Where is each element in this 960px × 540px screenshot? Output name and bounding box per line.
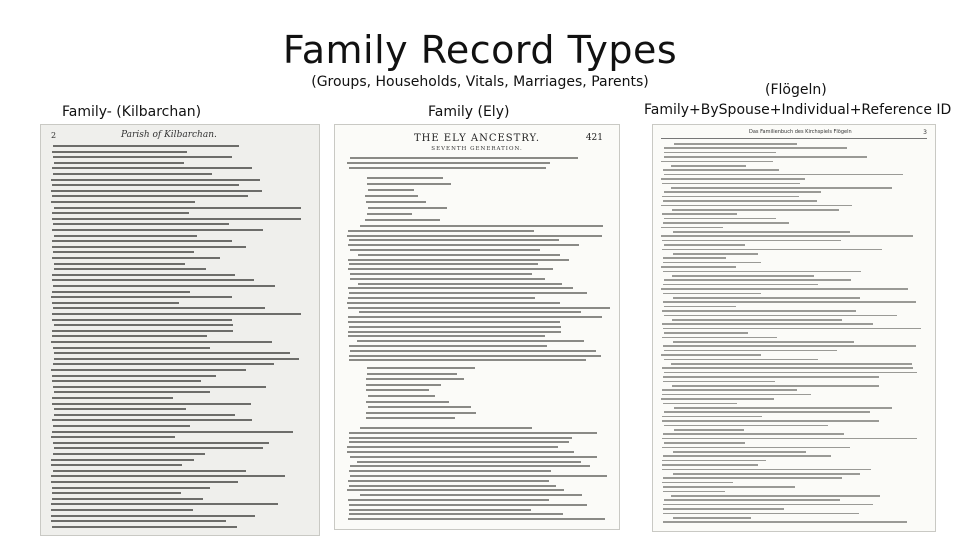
text-line <box>357 461 581 463</box>
text-line <box>662 240 841 242</box>
text-line <box>672 319 841 321</box>
text-line <box>52 257 219 259</box>
ely-generation-heading: SEVENTH GENERATION. <box>431 146 523 152</box>
text-line <box>671 187 892 189</box>
text-line <box>53 442 268 444</box>
panel-label-ely: Family (Ely) <box>428 104 510 120</box>
text-line <box>349 485 556 487</box>
text-line <box>664 218 776 220</box>
text-line <box>662 416 763 418</box>
text-line <box>664 244 745 246</box>
text-line <box>52 291 190 293</box>
text-line <box>663 477 843 479</box>
text-line <box>53 307 265 309</box>
text-line <box>348 268 553 270</box>
text-line <box>53 363 274 365</box>
kilbarchan-page-header: Parish of Kilbarchan. <box>121 130 217 140</box>
text-line <box>52 151 188 153</box>
text-line <box>347 235 601 237</box>
text-line <box>350 157 579 159</box>
ely-record-image <box>334 124 620 530</box>
text-line <box>347 489 564 491</box>
text-line <box>51 503 278 505</box>
text-line <box>662 420 879 422</box>
text-line <box>368 395 435 397</box>
text-line <box>359 311 581 313</box>
slide-title: Family Record Types <box>282 28 678 72</box>
text-line <box>52 167 252 169</box>
text-line <box>348 480 549 482</box>
text-line <box>671 363 912 365</box>
text-line <box>366 417 455 419</box>
text-line <box>51 369 246 371</box>
text-line <box>663 284 817 286</box>
text-line <box>51 475 285 477</box>
text-line <box>51 179 260 181</box>
text-line <box>664 315 898 317</box>
text-line <box>663 257 726 259</box>
text-line <box>663 271 862 273</box>
text-line <box>350 465 590 467</box>
text-line <box>51 464 182 466</box>
text-line <box>673 451 806 453</box>
text-line <box>663 376 879 378</box>
text-line <box>350 249 540 251</box>
flogeln-header-rule <box>661 138 927 139</box>
text-line <box>671 495 880 497</box>
text-line <box>349 345 547 347</box>
flogeln-record-image <box>652 124 936 532</box>
text-line <box>349 292 587 294</box>
text-line <box>662 183 800 185</box>
text-line <box>358 254 560 256</box>
text-line <box>350 350 596 352</box>
text-line <box>53 347 209 349</box>
text-line <box>52 274 236 276</box>
text-line <box>52 492 181 494</box>
text-line <box>358 283 562 285</box>
text-line <box>366 412 475 414</box>
text-line <box>51 520 225 522</box>
text-line <box>52 397 173 399</box>
text-line <box>368 207 447 209</box>
kilbarchan-record-image <box>40 124 320 536</box>
text-line <box>663 508 784 510</box>
text-line <box>54 263 185 265</box>
text-line <box>662 323 873 325</box>
ely-page-number: 421 <box>585 133 603 143</box>
text-line <box>664 359 818 361</box>
text-line <box>51 190 262 192</box>
text-line <box>350 278 545 280</box>
text-line <box>661 288 908 290</box>
text-line <box>367 373 457 375</box>
text-line <box>53 453 204 455</box>
text-line <box>664 411 870 413</box>
text-line <box>664 147 847 149</box>
text-line <box>674 429 744 431</box>
text-line <box>664 306 737 308</box>
text-line <box>674 143 798 145</box>
kilbarchan-page-number: 2 <box>51 131 57 140</box>
text-line <box>348 335 546 337</box>
text-line <box>349 263 537 265</box>
text-line <box>52 526 237 528</box>
text-line <box>664 156 868 158</box>
text-line <box>368 189 414 191</box>
panel-label-flogeln-2: Family+BySpouse+Individual+Reference ID <box>644 102 952 118</box>
text-line <box>54 358 299 360</box>
text-line <box>367 183 451 185</box>
text-line <box>366 378 464 380</box>
text-line <box>348 297 535 299</box>
panel-label-kilbarchan: Family- (Kilbarchan) <box>62 104 202 120</box>
text-line <box>54 447 263 449</box>
text-line <box>53 425 190 427</box>
text-line <box>52 403 251 405</box>
text-line <box>52 246 246 248</box>
text-line <box>54 235 197 237</box>
text-line <box>673 253 758 255</box>
text-line <box>349 441 569 443</box>
text-line <box>663 345 916 347</box>
text-line <box>663 504 872 506</box>
text-line <box>664 350 837 352</box>
text-line <box>663 262 761 264</box>
text-line <box>349 359 586 361</box>
text-line <box>662 482 733 484</box>
text-line <box>360 225 603 227</box>
text-line <box>664 174 903 176</box>
text-line <box>349 326 561 328</box>
text-line <box>53 386 266 388</box>
text-line <box>52 419 251 421</box>
text-line <box>662 310 856 312</box>
text-line <box>663 293 761 295</box>
text-line <box>349 437 573 439</box>
text-line <box>52 375 216 377</box>
text-line <box>664 152 776 154</box>
text-line <box>366 401 449 403</box>
text-line <box>662 213 737 215</box>
ely-page-heading: THE ELY ANCESTRY. <box>413 133 541 144</box>
text-line <box>673 297 860 299</box>
text-line <box>348 316 602 318</box>
text-line <box>661 235 913 237</box>
text-line <box>349 239 559 241</box>
text-line <box>663 521 907 523</box>
text-line <box>348 331 561 333</box>
text-line <box>365 195 418 197</box>
text-line <box>54 391 210 393</box>
text-line <box>348 307 610 309</box>
text-line <box>662 460 767 462</box>
text-line <box>51 201 195 203</box>
text-line <box>52 218 301 220</box>
text-line <box>663 403 737 405</box>
text-line <box>54 324 233 326</box>
text-line <box>53 145 239 147</box>
text-line <box>663 455 831 457</box>
text-line <box>367 213 412 215</box>
text-line <box>350 456 597 458</box>
text-line <box>673 517 751 519</box>
text-line <box>662 469 871 471</box>
text-line <box>673 341 854 343</box>
text-line <box>51 459 194 461</box>
text-line <box>53 223 230 225</box>
text-line <box>662 438 917 440</box>
text-line <box>52 212 188 214</box>
text-line <box>664 372 917 374</box>
text-line <box>365 219 440 221</box>
text-line <box>52 319 231 321</box>
text-line <box>54 414 236 416</box>
panel-label-flogeln-1: (Flögeln) <box>765 82 827 98</box>
text-line <box>52 184 239 186</box>
text-line <box>664 279 851 281</box>
text-line <box>663 328 920 330</box>
text-line <box>349 504 587 506</box>
text-line <box>52 279 253 281</box>
text-line <box>349 432 597 434</box>
text-line <box>664 442 745 444</box>
text-line <box>662 367 913 369</box>
text-line <box>53 470 246 472</box>
flogeln-page-number: 3 <box>923 129 927 136</box>
text-line <box>663 491 725 493</box>
text-line <box>663 222 789 224</box>
flogeln-page-header: Das Familienbuch des Kirchspiels Flögeln <box>749 129 852 135</box>
text-line <box>674 407 892 409</box>
text-line <box>368 406 472 408</box>
text-line <box>663 200 817 202</box>
text-line <box>664 191 822 193</box>
text-line <box>366 384 442 386</box>
text-line <box>51 436 174 438</box>
text-line <box>661 227 722 229</box>
text-line <box>348 287 573 289</box>
text-line <box>662 394 811 396</box>
text-line <box>367 177 443 179</box>
text-line <box>350 475 607 477</box>
text-line <box>348 499 549 501</box>
text-line <box>367 367 475 369</box>
text-line <box>673 231 849 233</box>
text-line <box>663 486 795 488</box>
text-line <box>664 499 840 501</box>
text-line <box>672 209 839 211</box>
text-line <box>347 446 558 448</box>
text-line <box>349 513 563 515</box>
text-line <box>52 498 203 500</box>
text-line <box>52 335 208 337</box>
text-line <box>661 161 773 163</box>
text-line <box>52 487 210 489</box>
text-line <box>662 447 850 449</box>
text-line <box>673 473 860 475</box>
text-line <box>347 302 560 304</box>
text-line <box>663 301 915 303</box>
text-line <box>662 249 882 251</box>
text-line <box>52 431 293 433</box>
text-line <box>53 285 275 287</box>
text-line <box>671 165 746 167</box>
text-line <box>661 205 852 207</box>
text-line <box>663 433 844 435</box>
text-line <box>348 321 560 323</box>
text-line <box>348 518 606 520</box>
text-line <box>366 201 426 203</box>
text-line <box>52 302 178 304</box>
text-line <box>349 470 551 472</box>
text-line <box>51 296 232 298</box>
text-line <box>53 251 194 253</box>
text-line <box>661 266 736 268</box>
text-line <box>360 494 583 496</box>
text-line <box>664 425 829 427</box>
text-line <box>348 230 534 232</box>
text-line <box>672 385 879 387</box>
text-line <box>662 337 777 339</box>
text-line <box>663 381 775 383</box>
slide-subtitle: (Groups, Households, Vitals, Marriages, Parents) <box>311 74 649 90</box>
text-line <box>672 275 813 277</box>
text-line <box>51 481 238 483</box>
text-line <box>348 259 569 261</box>
text-line <box>663 513 859 515</box>
text-line <box>662 389 797 391</box>
text-line <box>53 156 233 158</box>
text-line <box>54 408 186 410</box>
text-line <box>661 398 774 400</box>
text-line <box>54 207 301 209</box>
text-line <box>53 173 211 175</box>
text-line <box>52 313 301 315</box>
text-line <box>51 515 255 517</box>
text-line <box>54 352 290 354</box>
text-line <box>366 389 430 391</box>
text-line <box>663 169 779 171</box>
text-line <box>662 196 798 198</box>
text-line <box>52 330 233 332</box>
text-line <box>357 340 584 342</box>
text-line <box>347 451 574 453</box>
text-line <box>661 178 805 180</box>
text-line <box>52 240 232 242</box>
text-line <box>350 273 532 275</box>
text-line <box>54 162 185 164</box>
text-line <box>360 427 532 429</box>
text-line <box>54 268 206 270</box>
text-line <box>52 229 263 231</box>
text-line <box>52 195 248 197</box>
text-line <box>51 341 271 343</box>
text-line <box>349 355 601 357</box>
text-line <box>662 464 757 466</box>
text-line <box>348 244 579 246</box>
text-line <box>664 332 748 334</box>
text-line <box>661 354 761 356</box>
text-line <box>51 509 193 511</box>
text-line <box>349 167 546 169</box>
text-line <box>349 509 531 511</box>
text-line <box>347 162 549 164</box>
text-line <box>52 380 201 382</box>
